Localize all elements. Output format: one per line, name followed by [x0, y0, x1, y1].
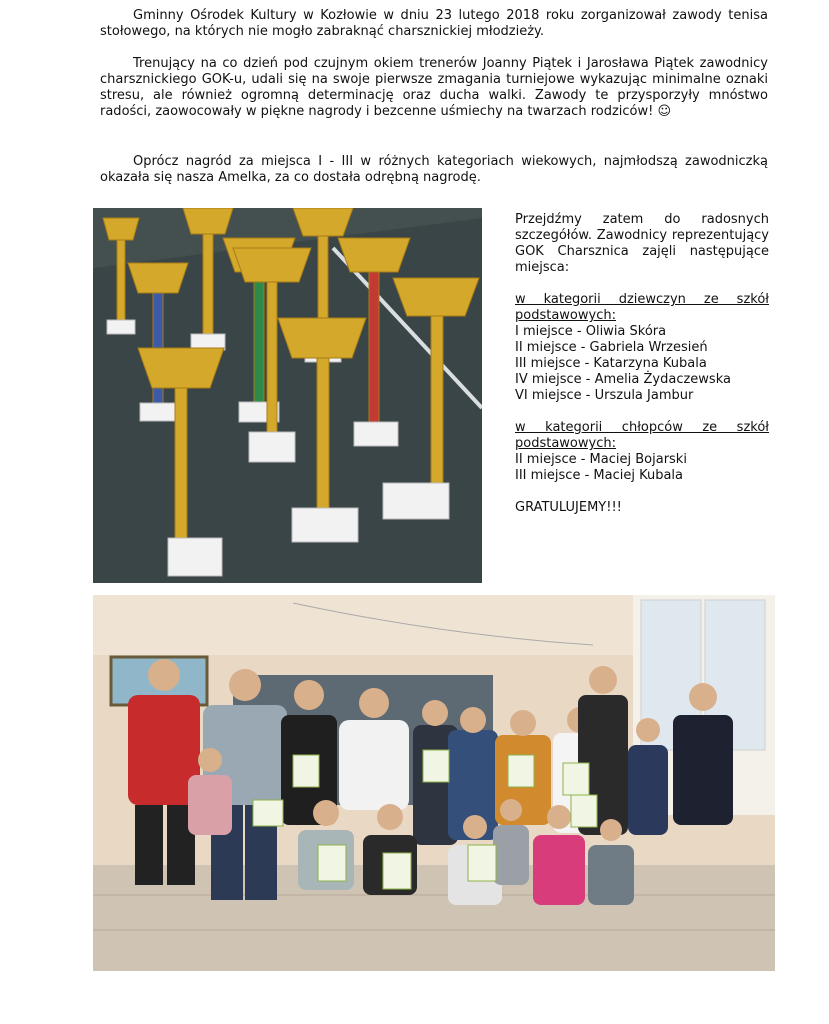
- girls-category-heading: w kategorii dziewczyn ze szkół podstawowych:: [515, 292, 769, 323]
- boys-category-heading: w kategorii chłopców ze szkół podstawowych:: [515, 420, 769, 451]
- boys-place: II miejsce - Maciej Bojarski: [515, 452, 687, 467]
- boys-place: III miejsce - Maciej Kubala: [515, 468, 683, 483]
- results-section: [515, 212, 769, 516]
- results-intro: Przejdźmy zatem do radosnych szczegółów. Zawodnicy reprezentujący GOK Charsznica zajęli następujące miejsca:: [515, 212, 769, 275]
- paragraph-youngest: Oprócz nagród za miejsca I - III w różnych kategoriach wiekowych, najmłodszą zawodniczką okazała się nasza Amelka, za co dostała odrębną nagrodę.: [100, 154, 768, 185]
- trophies-photo: [93, 208, 482, 583]
- girls-place: VI miejsce - Urszula Jambur: [515, 388, 694, 403]
- paragraph-intro: Gminny Ośrodek Kultury w Kozłowie w dniu 23 lutego 2018 roku zorganizował zawody tenisa stołowego, na których nie mogło zabraknąć charsznickiej młodzieży.: [100, 8, 768, 39]
- girls-place: II miejsce - Gabriela Wrzesień: [515, 340, 708, 355]
- girls-place: IV miejsce - Amelia Żydaczewska: [515, 372, 731, 387]
- congratulations: GRATULUJEMY!!!: [515, 500, 622, 515]
- group-photo: [93, 595, 775, 971]
- girls-place: III miejsce - Katarzyna Kubala: [515, 356, 707, 371]
- girls-place: I miejsce - Oliwia Skóra: [515, 324, 667, 339]
- paragraph-training: Trenujący na co dzień pod czujnym okiem trenerów Joanny Piątek i Jarosława Piątek zawodnicy charsznickiego GOK-u, udali się na swoje pierwsze zmagania turniejowe wykazując minimalne oznaki stresu, ale również ogromną determinację oraz ducha walki. Zawody te przysporzyły mnóstwo radości, zaowocowały w piękne nagrody i bezcenne uśmiechy na twarzach rodziców! ☺: [100, 56, 768, 119]
